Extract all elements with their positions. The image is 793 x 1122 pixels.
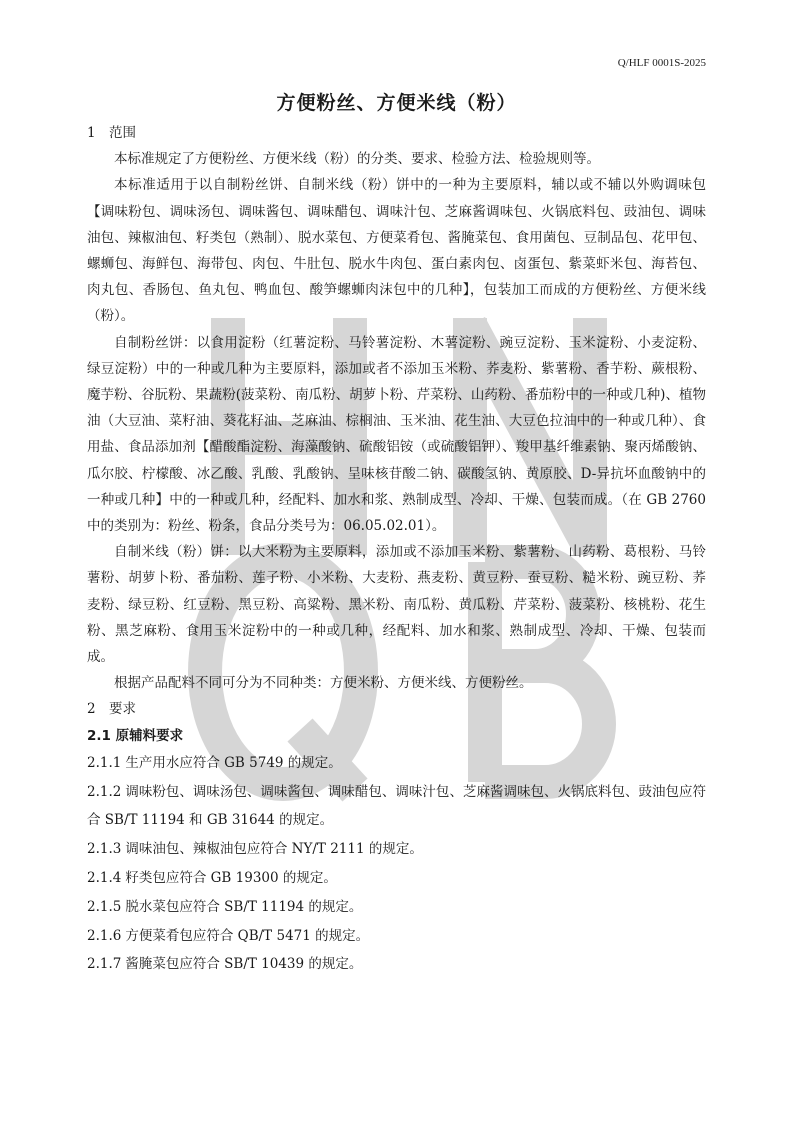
requirement-item (87, 778, 706, 836)
document-title: 方便粉丝、方便米线（粉） (276, 92, 517, 114)
requirement-item (87, 922, 706, 951)
requirement-item (87, 835, 706, 864)
item-number: 2.1.4 (87, 870, 122, 887)
section-heading-scope (87, 120, 706, 146)
scope-paragraph: 自制粉丝饼：以食用淀粉（红薯淀粉、马铃薯淀粉、木薯淀粉、豌豆淀粉、玉米淀粉、小麦淀粉、绿豆淀粉）中的一种或几种为主要原料，添加或者不添加玉米粉、荞麦粉、紫薯粉、香芋粉、蕨根粉、魔芋粉、谷朊粉、果蔬粉(菠菜粉、南瓜粉、胡萝卜粉、芹菜粉、山药粉、番茄粉中的一种或几种)、植物油（大豆油、菜籽油、葵花籽油、芝麻油、棕榈油、玉米油、花生油、大豆色拉油中的一种或几种）、食用盐、食品添加剂【醋酸酯淀粉、海藻酸钠、硫酸铝铵（或硫酸铝钾）、羧甲基纤维素钠、聚丙烯酸钠、瓜尔胶、柠檬酸、冰乙酸、乳酸、乳酸钠、呈味核苷酸二钠、碳酸氢钠、黄原胶、D-异抗坏血酸钠中的一种或几种】中的一种或几种，经配料、加水和浆、熟制成型、冷却、干燥、包装而成。（在 GB 2760 中的类别为：粉丝、粉条，食品分类号为：06.05.02.01）。 (87, 334, 706, 535)
scope-paragraph: 本标准规定了方便粉丝、方便米线（粉）的分类、要求、检验方法、检验规则等。 (114, 151, 600, 168)
item-text: 方便菜肴包应符合 QB/T 5471 的规定。 (125, 927, 370, 944)
item-text: 籽类包应符合 GB 19300 的规定。 (125, 870, 337, 887)
requirement-item (87, 864, 706, 893)
section-number: 1 (87, 125, 96, 141)
document-body (87, 120, 706, 979)
requirement-item (87, 893, 706, 922)
section-heading-requirements (87, 696, 706, 722)
section-number: 2 (87, 701, 96, 718)
item-text: 生产用水应符合 GB 5749 的规定。 (125, 754, 342, 771)
standard-code: Q/HLF 0001S-2025 (617, 57, 706, 69)
requirement-item (87, 950, 706, 979)
subsection-heading: 2.1 原辅料要求 (87, 727, 184, 744)
scope-paragraph: 自制米线（粉）饼：以大米粉为主要原料，添加或不添加玉米粉、紫薯粉、山药粉、葛根粉、马铃薯粉、胡萝卜粉、番茄粉、莲子粉、小米粉、大麦粉、燕麦粉、黄豆粉、蚕豆粉、糙米粉、豌豆粉、荞麦粉、绿豆粉、红豆粉、黑豆粉、高粱粉、黑米粉、南瓜粉、黄瓜粉、芹菜粉、菠菜粉、核桃粉、花生粉、黑芝麻粉、食用玉米淀粉中的一种或几种，经配料、加水和浆、熟制成型、冷却、干燥、包装而成。 (87, 544, 706, 666)
section-title: 要求 (109, 701, 136, 718)
item-number: 2.1.6 (87, 927, 122, 944)
scope-paragraph: 本标准适用于以自制粉丝饼、自制米线（粉）饼中的一种为主要原料，辅以或不辅以外购调味包【调味粉包、调味汤包、调味酱包、调味醋包、调味汁包、芝麻酱调味包、火锅底料包、豉油包、调味油包、辣椒油包、籽类包（熟制）、脱水菜包、方便菜肴包、酱腌菜包、食用菌包、豆制品包、花甲包、螺蛳包、海鲜包、海带包、肉包、牛肚包、脱水牛肉包、蛋白素肉包、卤蛋包、紫菜虾米包、海苔包、肉丸包、香肠包、鱼丸包、鸭血包、酸笋螺蛳肉沫包中的几种】，包装加工而成的方便粉丝、方便米线（粉）。 (87, 177, 706, 325)
requirement-item (87, 749, 706, 778)
scope-paragraph: 根据产品配料不同可分为不同种类：方便米粉、方便米线、方便粉丝。 (114, 675, 533, 692)
item-number: 2.1.7 (87, 956, 122, 973)
item-number: 2.1.3 (87, 841, 122, 858)
item-number: 2.1.1 (87, 754, 122, 771)
item-text: 脱水菜包应符合 SB/T 11194 的规定。 (125, 898, 363, 915)
item-text: 调味粉包、调味汤包、调味酱包、调味醋包、调味汁包、芝麻酱调味包、火锅底料包、豉油包应符合 SB/T 11194 和 GB 31644 的规定。 (87, 783, 706, 829)
item-text: 调味油包、辣椒油包应符合 NY/T 2111 的规定。 (125, 841, 423, 858)
item-number: 2.1.2 (87, 783, 122, 800)
item-number: 2.1.5 (87, 898, 122, 915)
item-text: 酱腌菜包应符合 SB/T 10439 的规定。 (125, 956, 363, 973)
section-title: 范围 (109, 125, 136, 141)
